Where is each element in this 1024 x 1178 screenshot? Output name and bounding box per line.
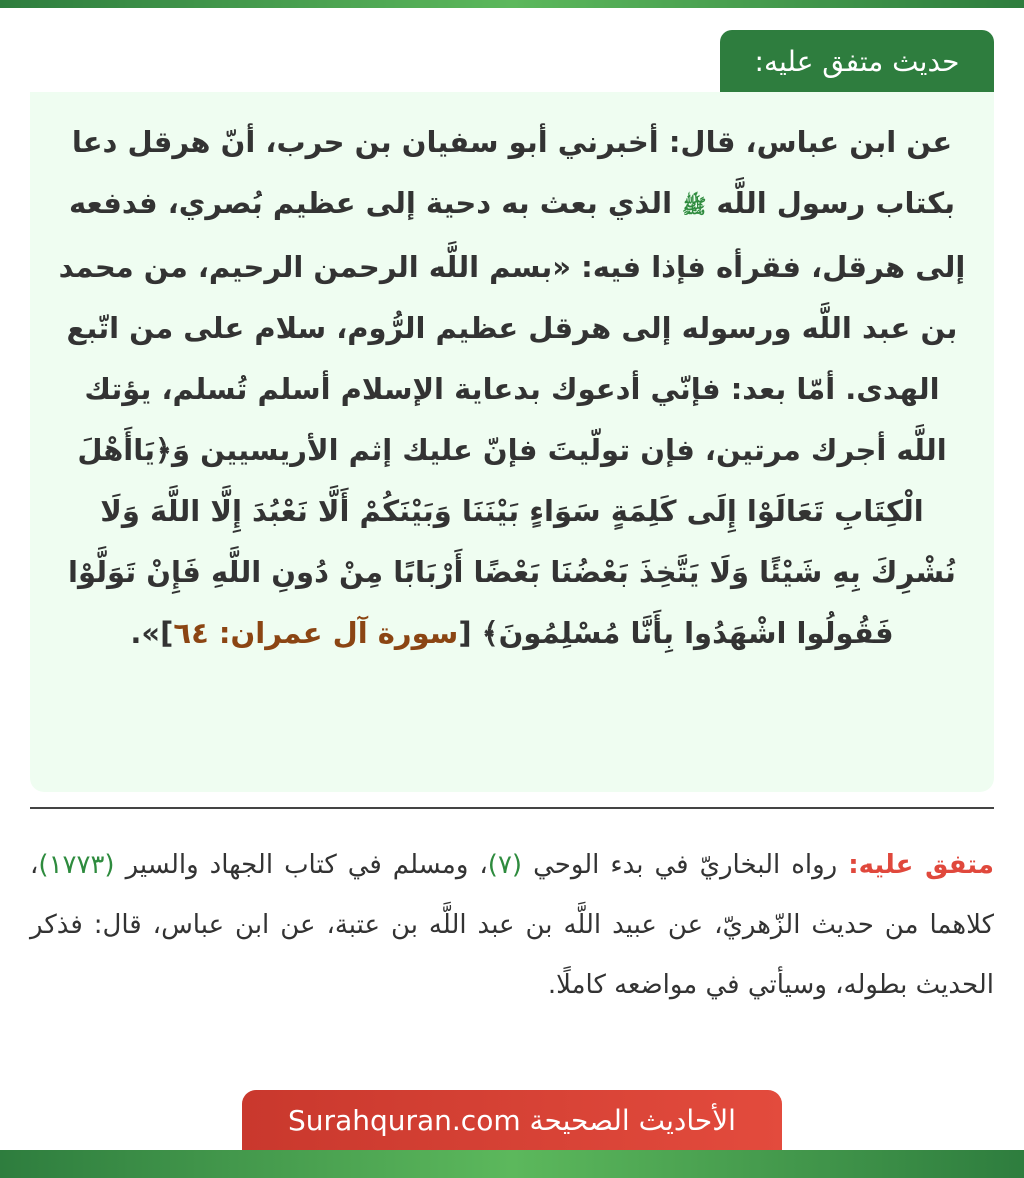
takhrij-text: رواه البخاريّ في بدء الوحي	[522, 850, 849, 880]
muslim-ref[interactable]: (١٧٧٣)	[38, 850, 115, 880]
surah-reference[interactable]: سورة آل عمران: ٦٤	[173, 616, 459, 650]
hadith-text-box	[30, 92, 994, 792]
hadith-text-continued: الذي بعث به دحية إلى عظيم بُصري، فدفعه إلى هرقل، فقرأه فإذا فيه: «بسم اللَّه الرحمن الرحيم، من محمد بن عبد اللَّه ورسوله إلى هرقل عظيم الرُّوم، سلام على من اتّبع الهدى. أمّا بعد: فإنّي أدعوك بدعاية الإسلام أسلم تُسلم، يؤتك اللَّه أجرك مرتين، فإن تولّيتَ فإنّ عليك إثم الأريسيين وَ﴿يَاأَهْلَ الْكِتَابِ تَعَالَوْا إِلَى كَلِمَةٍ سَوَاءٍ بَيْنَنَا وَبَيْنَكُمْ أَلَّا نَعْبُدَ إِلَّا اللَّهَ وَلَا نُشْرِكَ بِهِ شَيْئًا وَلَا يَتَّخِذَ بَعْضُنَا بَعْضًا أَرْبَابًا مِنْ دُونِ اللَّهِ فَإِنْ تَوَلَّوْا فَقُولُوا اشْهَدُوا بِأَنَّا مُسْلِمُونَ﴾ [	[58, 186, 966, 650]
hadith-type-badge: حديث متفق عليه:	[720, 30, 994, 92]
site-footer-button[interactable]: الأحاديث الصحيحة Surahquran.com	[242, 1090, 782, 1150]
top-band	[0, 0, 1024, 8]
hadith-text-end: ]».	[130, 616, 174, 650]
bukhari-ref[interactable]: (٧)	[487, 850, 523, 880]
takhrij-paragraph	[30, 835, 994, 1015]
hadith-text: عن ابن عباس، قال: أخبرني أبو سفيان بن حرب، أنّ هرقل دعا بكتاب رسول اللَّه	[71, 125, 956, 220]
takhrij-text: ، كلاهما من حديث الزّهريّ، عن عبيد اللَّه بن عبد اللَّه بن عتبة، عن ابن عباس، قال: فذكر الحديث بطوله، وسيأتي في مواضعه كاملًا.	[30, 850, 994, 1000]
takhrij-text: ، ومسلم في كتاب الجهاد والسير	[114, 850, 488, 880]
bottom-band	[0, 1150, 1024, 1178]
divider	[30, 807, 994, 809]
takhrij-label: متفق عليه:	[848, 850, 994, 880]
salutation-icon: ﷺ	[682, 194, 707, 218]
